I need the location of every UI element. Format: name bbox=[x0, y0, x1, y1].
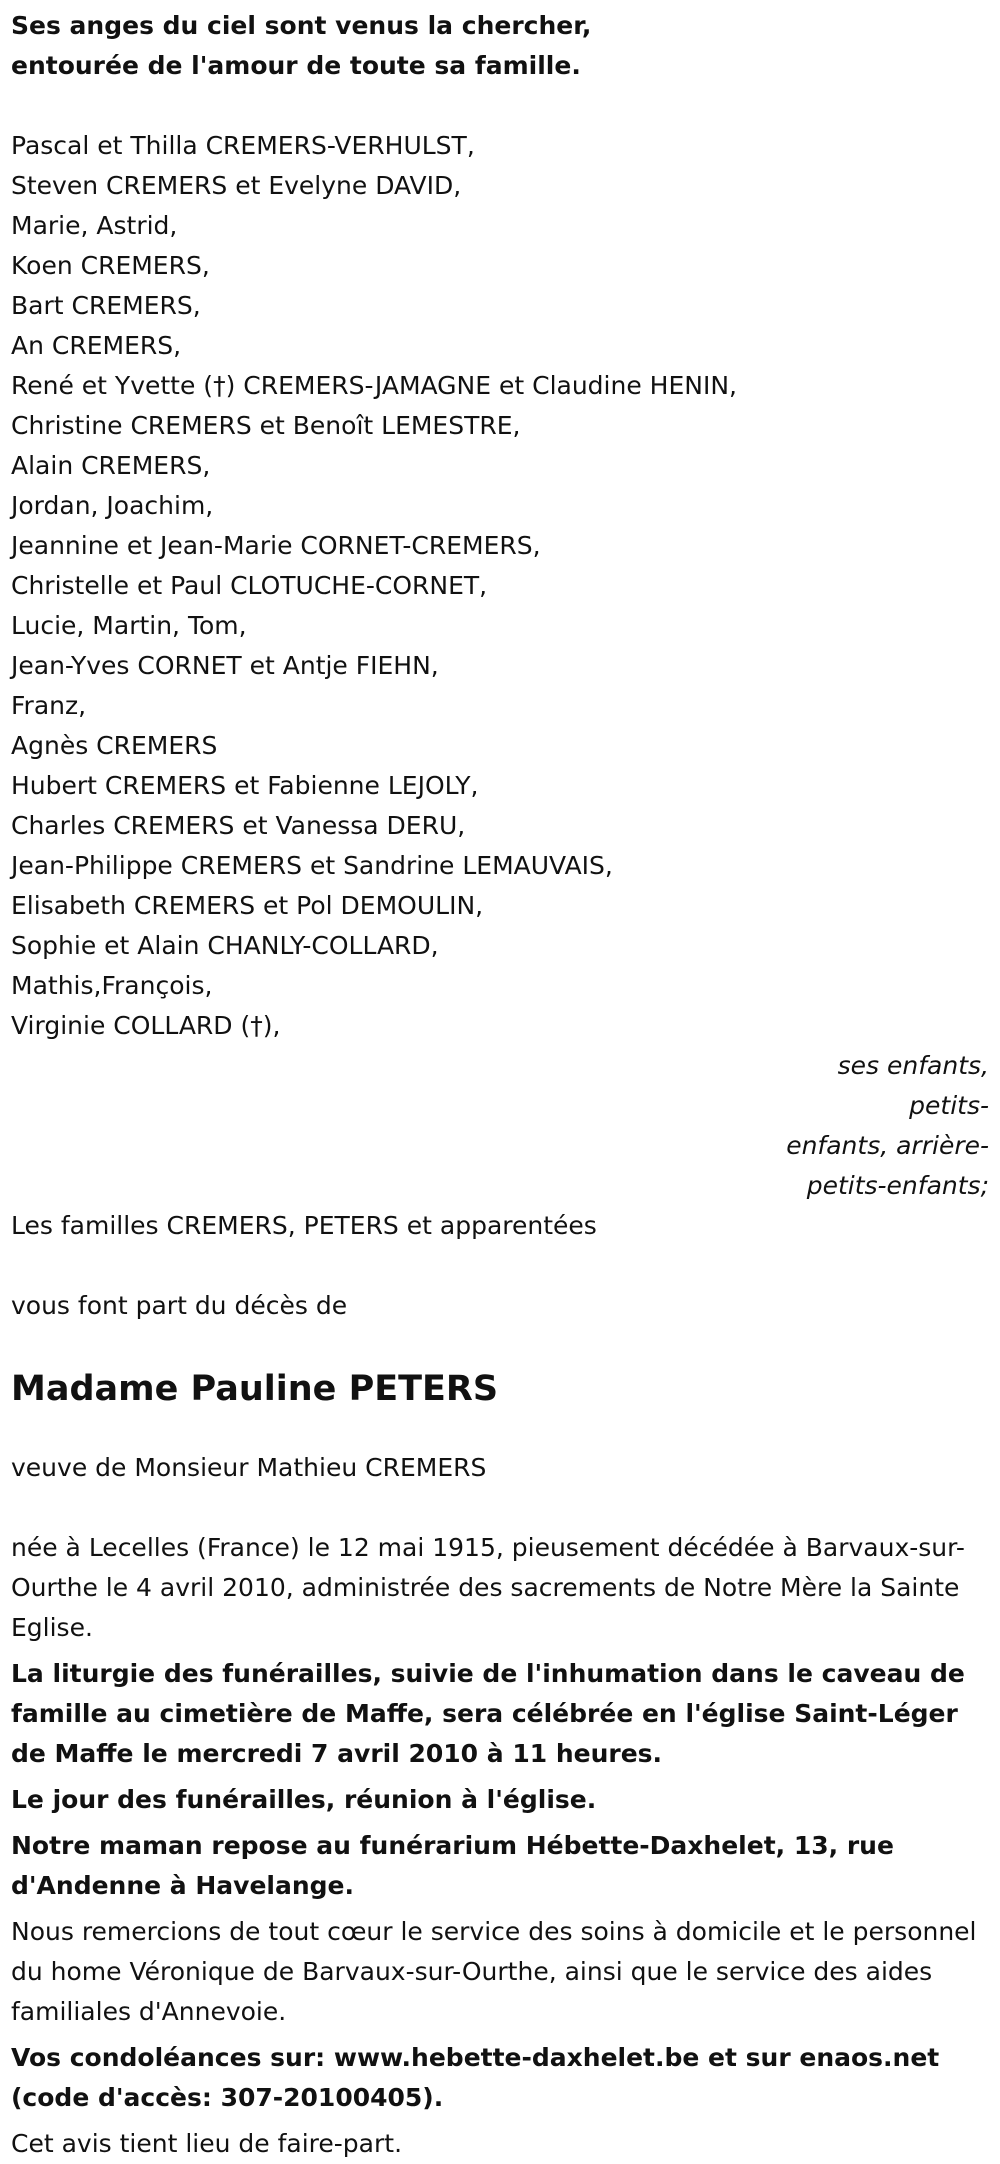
family-member: Franz, bbox=[11, 691, 87, 720]
rest-paragraph: Notre maman repose au funérarium Hébette-Daxhelet, 13, rue d'Andenne à Havelange. bbox=[11, 1831, 894, 1900]
liturgy-paragraph: La liturgie des funérailles, suivie de l'inhumation dans le caveau de famille au cimetière de Maffe, sera célébrée en l'église Saint-Léger de Maffe le mercredi 7 avril 2010 à 11 heures. bbox=[11, 1659, 965, 1768]
family-list bbox=[11, 126, 989, 1046]
family-member: Mathis,François, bbox=[11, 971, 213, 1000]
family-member: Virginie COLLARD (†), bbox=[11, 1011, 281, 1040]
family-member: Marie, Astrid, bbox=[11, 211, 178, 240]
family-member: Jean-Philippe CREMERS et Sandrine LEMAUVAIS, bbox=[11, 851, 613, 880]
family-member: Agnès CREMERS bbox=[11, 731, 218, 760]
widow-of-line: veuve de Monsieur Mathieu CREMERS bbox=[11, 1453, 487, 1482]
relation-line-2: enfants, arrière- bbox=[786, 1131, 989, 1160]
intro-line-2: entourée de l'amour de toute sa famille. bbox=[11, 51, 581, 80]
meeting-paragraph: Le jour des funérailles, réunion à l'église. bbox=[11, 1785, 597, 1814]
family-member: Christelle et Paul CLOTUCHE-CORNET, bbox=[11, 571, 488, 600]
announce-line: vous font part du décès de bbox=[11, 1291, 348, 1320]
relation-line-1: ses enfants, petits- bbox=[837, 1051, 989, 1120]
relation-line-3: petits-enfants; bbox=[806, 1171, 989, 1200]
family-member: Lucie, Martin, Tom, bbox=[11, 611, 247, 640]
family-member: Jeannine et Jean-Marie CORNET-CREMERS, bbox=[11, 531, 541, 560]
deceased-name: Madame Pauline PETERS bbox=[11, 1369, 499, 1409]
thanks-paragraph: Nous remercions de tout cœur le service des soins à domicile et le personnel du home Véronique de Barvaux-sur-Ourthe, ainsi que le service des aides familiales d'Annevoie. bbox=[11, 1917, 977, 2026]
intro-text bbox=[11, 6, 989, 86]
family-member: Koen CREMERS, bbox=[11, 251, 210, 280]
closing-line: Cet avis tient lieu de faire-part. bbox=[11, 2129, 403, 2158]
family-member: Alain CREMERS, bbox=[11, 451, 211, 480]
relation-note bbox=[759, 1046, 989, 1206]
family-member: Pascal et Thilla CREMERS-VERHULST, bbox=[11, 131, 475, 160]
intro-line-1: Ses anges du ciel sont venus la chercher, bbox=[11, 11, 592, 40]
family-member: Bart CREMERS, bbox=[11, 291, 201, 320]
family-member: Charles CREMERS et Vanessa DERU, bbox=[11, 811, 466, 840]
birth-death-paragraph: née à Lecelles (France) le 12 mai 1915, pieusement décédée à Barvaux-sur-Ourthe le 4 avril 2010, administrée des sacrements de Notre Mère la Sainte Eglise. bbox=[11, 1533, 965, 1642]
obituary-notice bbox=[11, 0, 989, 2164]
family-member: Steven CREMERS et Evelyne DAVID, bbox=[11, 171, 462, 200]
family-member: Elisabeth CREMERS et Pol DEMOULIN, bbox=[11, 891, 484, 920]
family-member: Hubert CREMERS et Fabienne LEJOLY, bbox=[11, 771, 479, 800]
family-member: Jean-Yves CORNET et Antje FIEHN, bbox=[11, 651, 439, 680]
family-member: Christine CREMERS et Benoît LEMESTRE, bbox=[11, 411, 521, 440]
families-line: Les familles CREMERS, PETERS et apparentées bbox=[11, 1211, 597, 1240]
family-member: René et Yvette (†) CREMERS-JAMAGNE et Claudine HENIN, bbox=[11, 371, 737, 400]
family-member: Jordan, Joachim, bbox=[11, 491, 214, 520]
family-member: An CREMERS, bbox=[11, 331, 182, 360]
condolences-paragraph: Vos condoléances sur: www.hebette-daxhelet.be et sur enaos.net (code d'accès: 307-20100405). bbox=[11, 2043, 940, 2112]
family-member: Sophie et Alain CHANLY-COLLARD, bbox=[11, 931, 439, 960]
